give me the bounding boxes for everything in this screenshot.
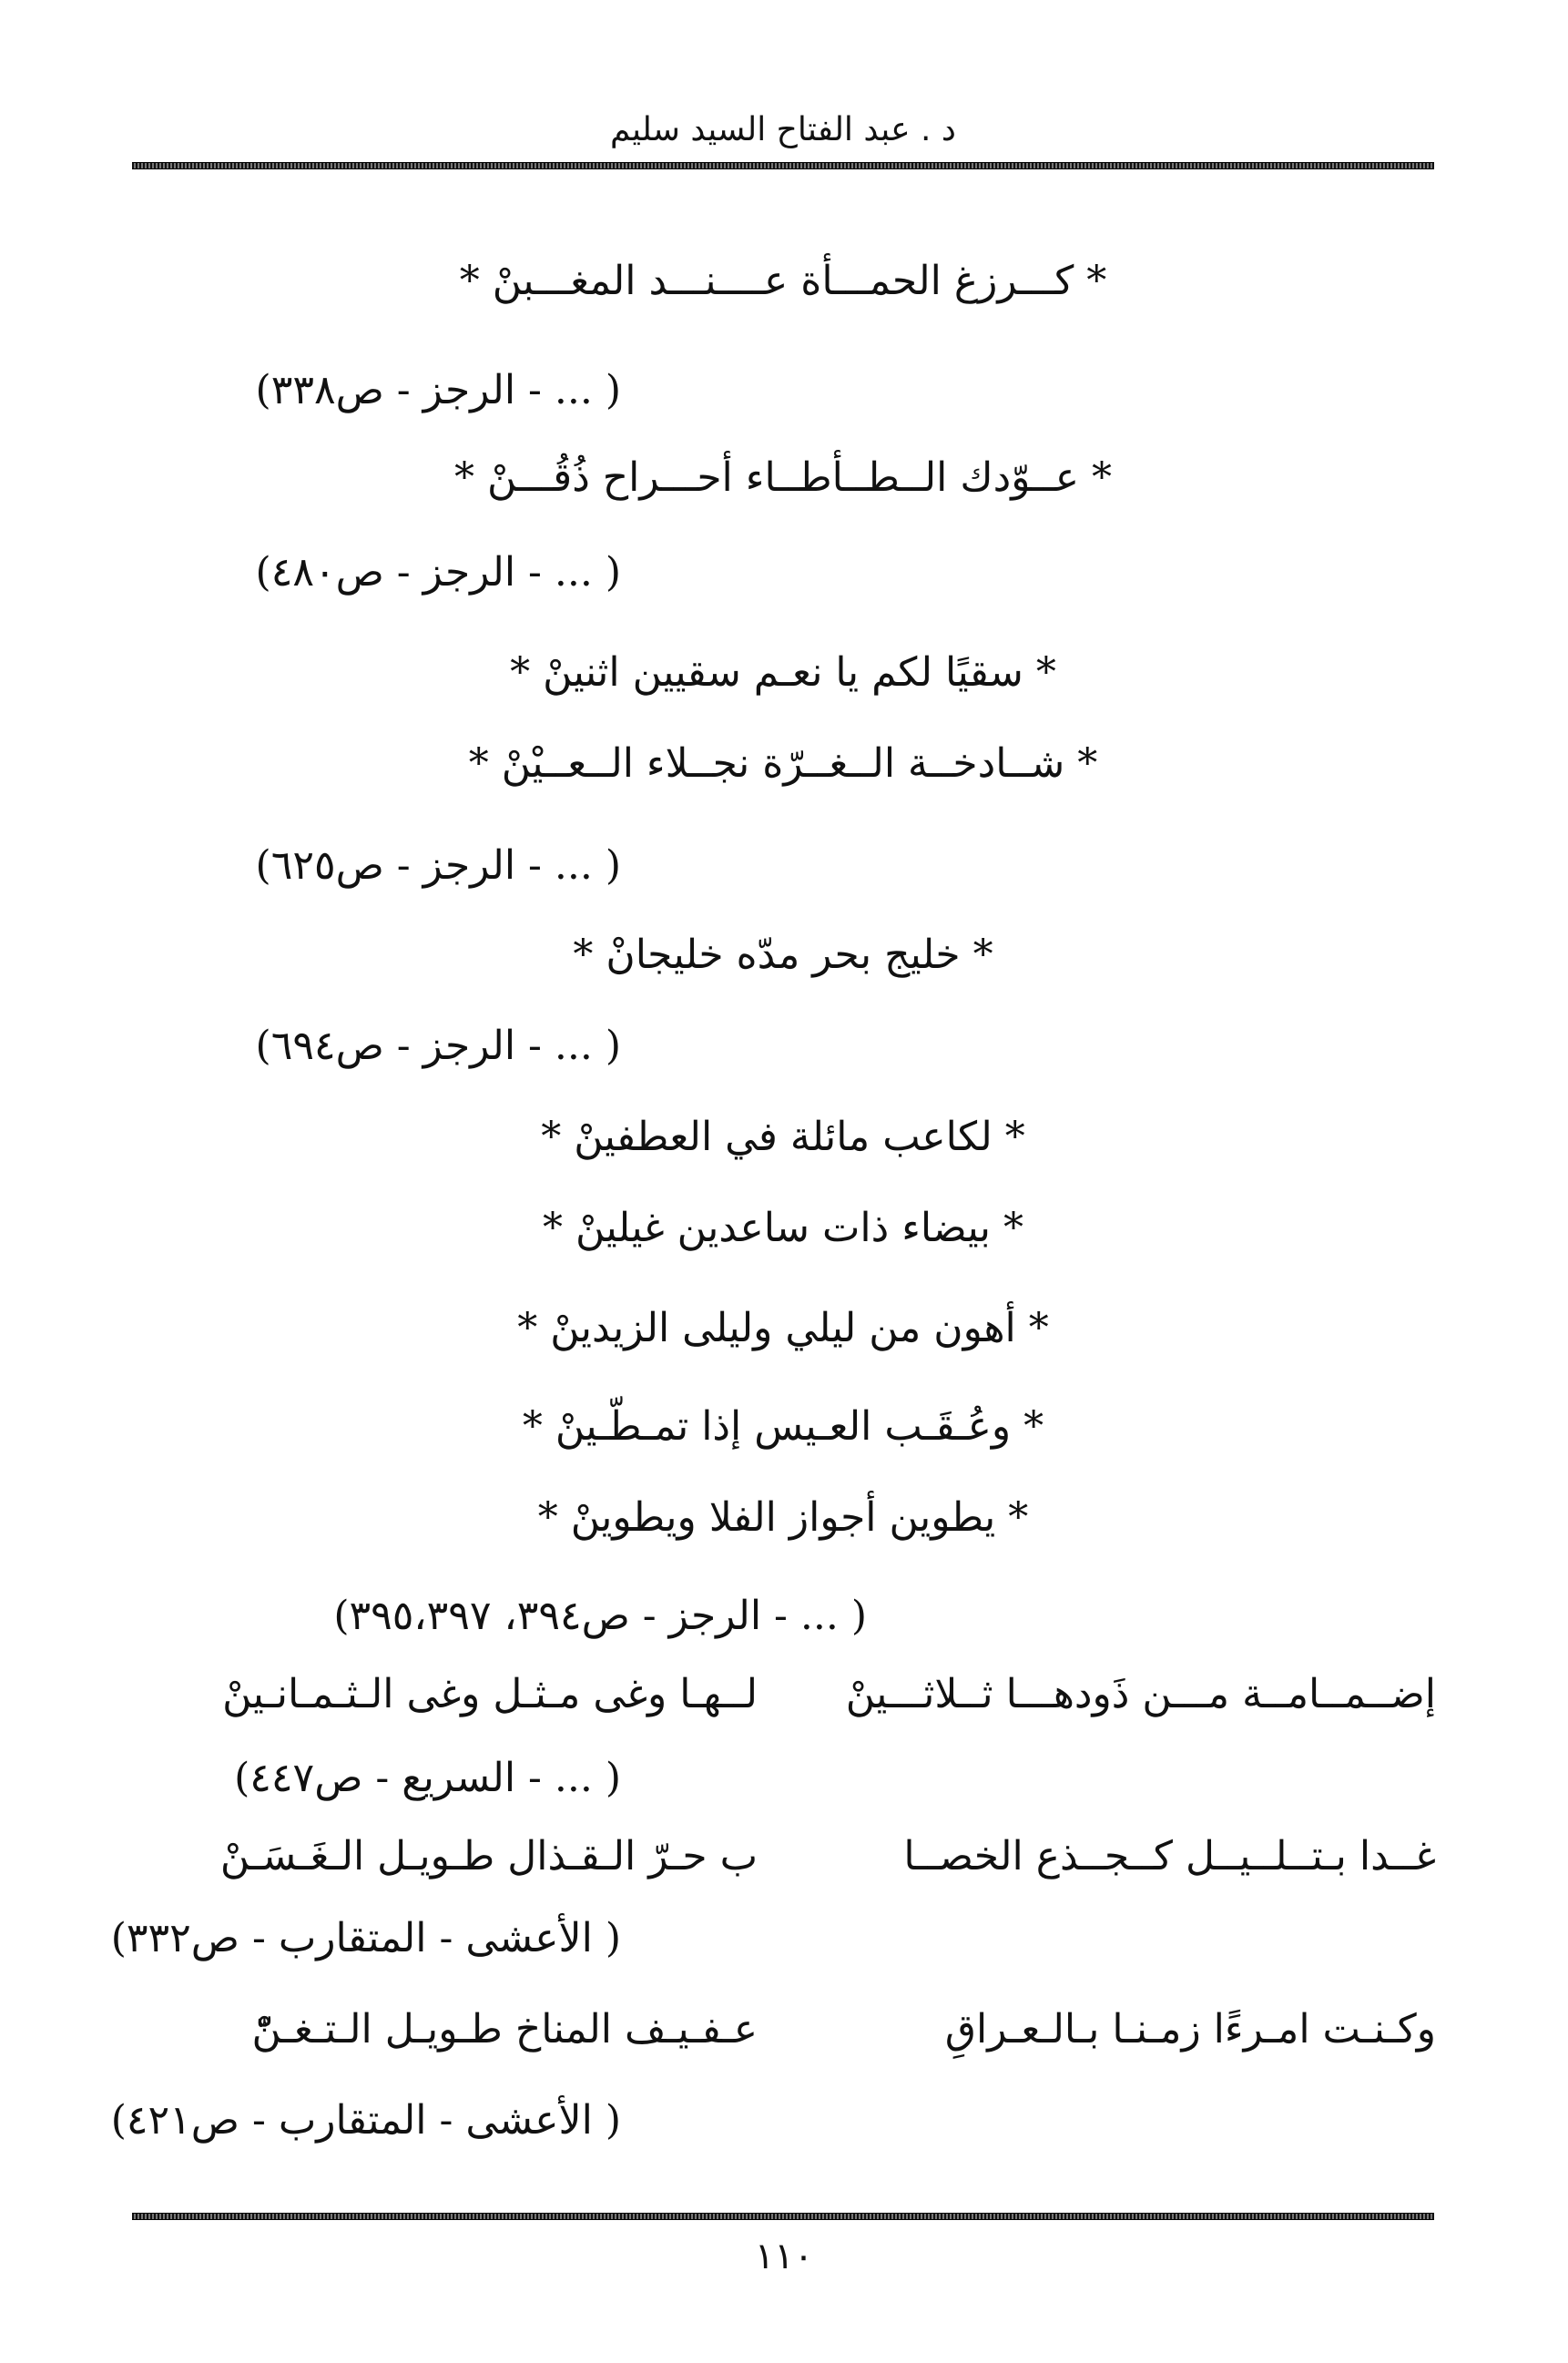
running-header: د . عبد الفتاح السيد سليم — [610, 111, 956, 148]
verse-citation: ( ... - الرجز - ص٤٨٠) — [255, 549, 621, 596]
couplet-second-hemistich: عـفـيـف المناخ طـويـل الـتـغـنّْ — [251, 2006, 758, 2052]
verse-line: * بيضاء ذات ساعدين غيلينْ * — [543, 1205, 1023, 1251]
verse-line: * أهون من ليلي وليلى الزيدينْ * — [517, 1305, 1049, 1351]
verse-citation: ( ... - الرجز - ص٣٣٨) — [255, 367, 621, 413]
couplet-citation: ( ... - السريع - ص٤٤٧) — [234, 1755, 621, 1801]
couplet-first-hemistich: إضــمــامــة مـــن ذَودهـــا ثــلاثـــينْ — [845, 1671, 1436, 1717]
footer-rule — [132, 2213, 1434, 2220]
couplet-second-hemistich: ب حـرّ الـقـذال طـويـل الـغَـسَـنْ — [219, 1833, 758, 1879]
verse-line: * خليج بحر مدّه خليجانْ * — [573, 932, 993, 978]
couplet-first-hemistich: وكـنـت امـرءًا زمـنـا بـالـعـراقِ — [944, 2006, 1436, 2052]
verse-line: * يطوين أجواز الفلا ويطوينْ * — [537, 1494, 1029, 1541]
verse-citation: ( ... - الرجز - ص٦٢٥) — [255, 842, 621, 889]
verse-citation: ( ... - الرجز - ص٦٩٤) — [255, 1023, 621, 1069]
couplet-citation: ( الأعشى - المتقارب - ص٣٣٢) — [110, 1915, 621, 1961]
verse-line: * سقيًا لكم يا نعـم سقيين اثنينْ * — [510, 649, 1056, 696]
verse-line: * كـــرزغ الحمـــأة عــــنـــد المغـــبنْ * — [459, 258, 1107, 304]
verse-line: * لكاعب مائلة في العطفينْ * — [541, 1114, 1025, 1160]
couplet-second-hemistich: لــهـا وغى مـثـل وغى الـثـمـانـينْ — [222, 1671, 758, 1717]
page-number: ١١٠ — [754, 2236, 814, 2277]
couplet-first-hemistich: غــدا بـتــلــيــل كــجــذع الخصــا — [903, 1833, 1436, 1879]
verse-line: * عــوّدك الــطــأطــاء أحـــراح ذُقُـــنْ * — [454, 454, 1112, 501]
verse-citation: ( ... - الرجز - ص٣٩٤، ٣٩٥،٣٩٧) — [333, 1593, 867, 1639]
couplet-citation: ( الأعشى - المتقارب - ص٤٢١) — [110, 2097, 621, 2144]
verse-line: * وعُـقَـب العـيس إذا تمـطّـينْ * — [522, 1403, 1044, 1450]
verse-line: * شــادخــة الــغــرّة نجــلاء الــعــيْنْ * — [468, 740, 1098, 787]
header-rule — [132, 162, 1434, 169]
